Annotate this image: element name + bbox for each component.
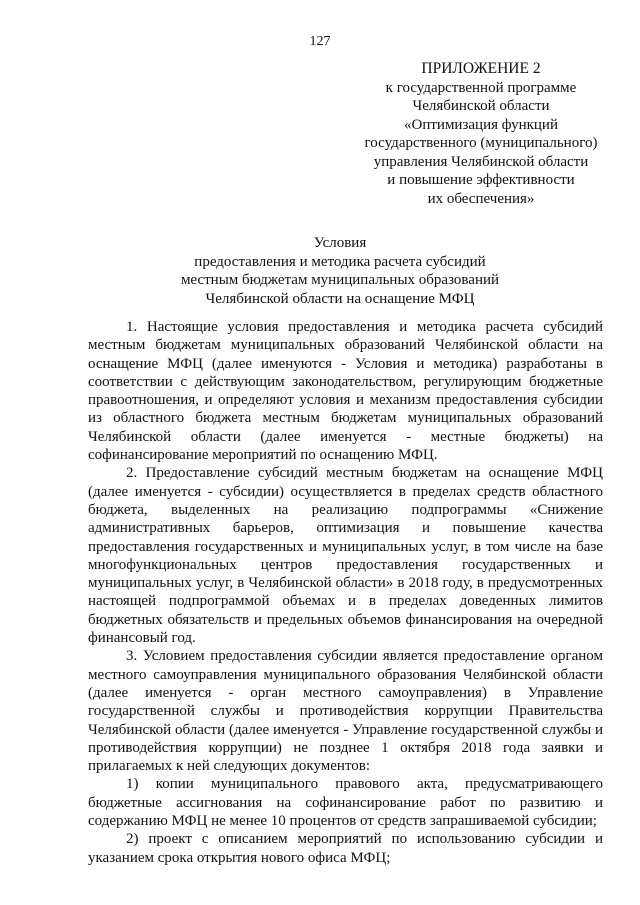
appendix-line: Челябинской области [412,98,550,114]
paragraph-1: 1. Настоящие условия предоставления и методика расчета субсидий местным бюджетам муниципальных образований Челябинской области на оснащение МФЦ (далее именуются - Условия и методика) разработаны в соответствии с действующим законодательством, регулирующим бюджетные правоотношения, и определяют условия и механизм предоставления субсидии из областного бюджета местным бюджетам муниципальных образований Челябинской области (далее именуется - местные бюджеты) на софинансирование мероприятий по оснащению МФЦ. [88,319,603,464]
heading-line: Челябинской области на оснащение МФЦ [205,290,475,307]
appendix-title: ПРИЛОЖЕНИЕ 2 [421,60,541,77]
heading-line: местным бюджетам муниципальных образований [180,272,500,288]
paragraph-3: 3. Условием предоставления субсидии является предоставление органом местного самоуправления муниципального образования Челябинской области (далее именуется - орган местного самоуправления) в Управление государственной службы и противодействия коррупции Правительства Челябинской области (далее именуется - Управление государственной службы и противодействия коррупции) не позднее 1 октября 2018 года заявки и прилагаемых к ней следующих документов: [88,648,603,775]
appendix-line: их обеспечения» [427,190,535,207]
appendix-block [357,60,605,208]
appendix-line: управления Челябинской области [373,153,589,170]
document-heading [150,234,530,308]
paragraph-2: 2. Предоставление субсидий местным бюджетам на оснащение МФЦ (далее именуется - субсидии) осуществляется в пределах средств областного бюджета, выделенных на реализацию подпрограммы «Снижение административных барьеров, оптимизация и повышение качества предоставления государственных и муниципальных услуг, в том числе на базе многофункциональных центров предоставления государственных и муниципальных услуг, в Челябинской области» в 2018 году, в предусмотренных настоящей подпрограммой объемах и в пределах доведенных лимитов бюджетных обязательств и предельных объемов финансирования на очередной финансовый год. [88,465,603,647]
appendix-line: государственного (муниципального) [364,135,598,151]
paragraph-3-item-1: 1) копии муниципального правового акта, предусматривающего бюджетные ассигнования на софинансирование работ по развитию и содержанию МФЦ не менее 10 процентов от средств запрашиваемой субсидии; [88,776,603,830]
page-number: 127 [309,34,331,49]
appendix-line: к государственной программе [385,79,577,96]
paragraph-3-item-2: 2) проект с описанием мероприятий по использованию субсидии и указанием срока открытия нового офиса МФЦ; [88,831,603,866]
appendix-line: «Оптимизация функций [404,116,558,133]
heading-line: предоставления и методика расчета субсидий [194,253,486,270]
body-text [88,318,603,867]
heading-line: Условия [313,235,367,251]
appendix-line: и повышение эффективности [387,172,575,188]
